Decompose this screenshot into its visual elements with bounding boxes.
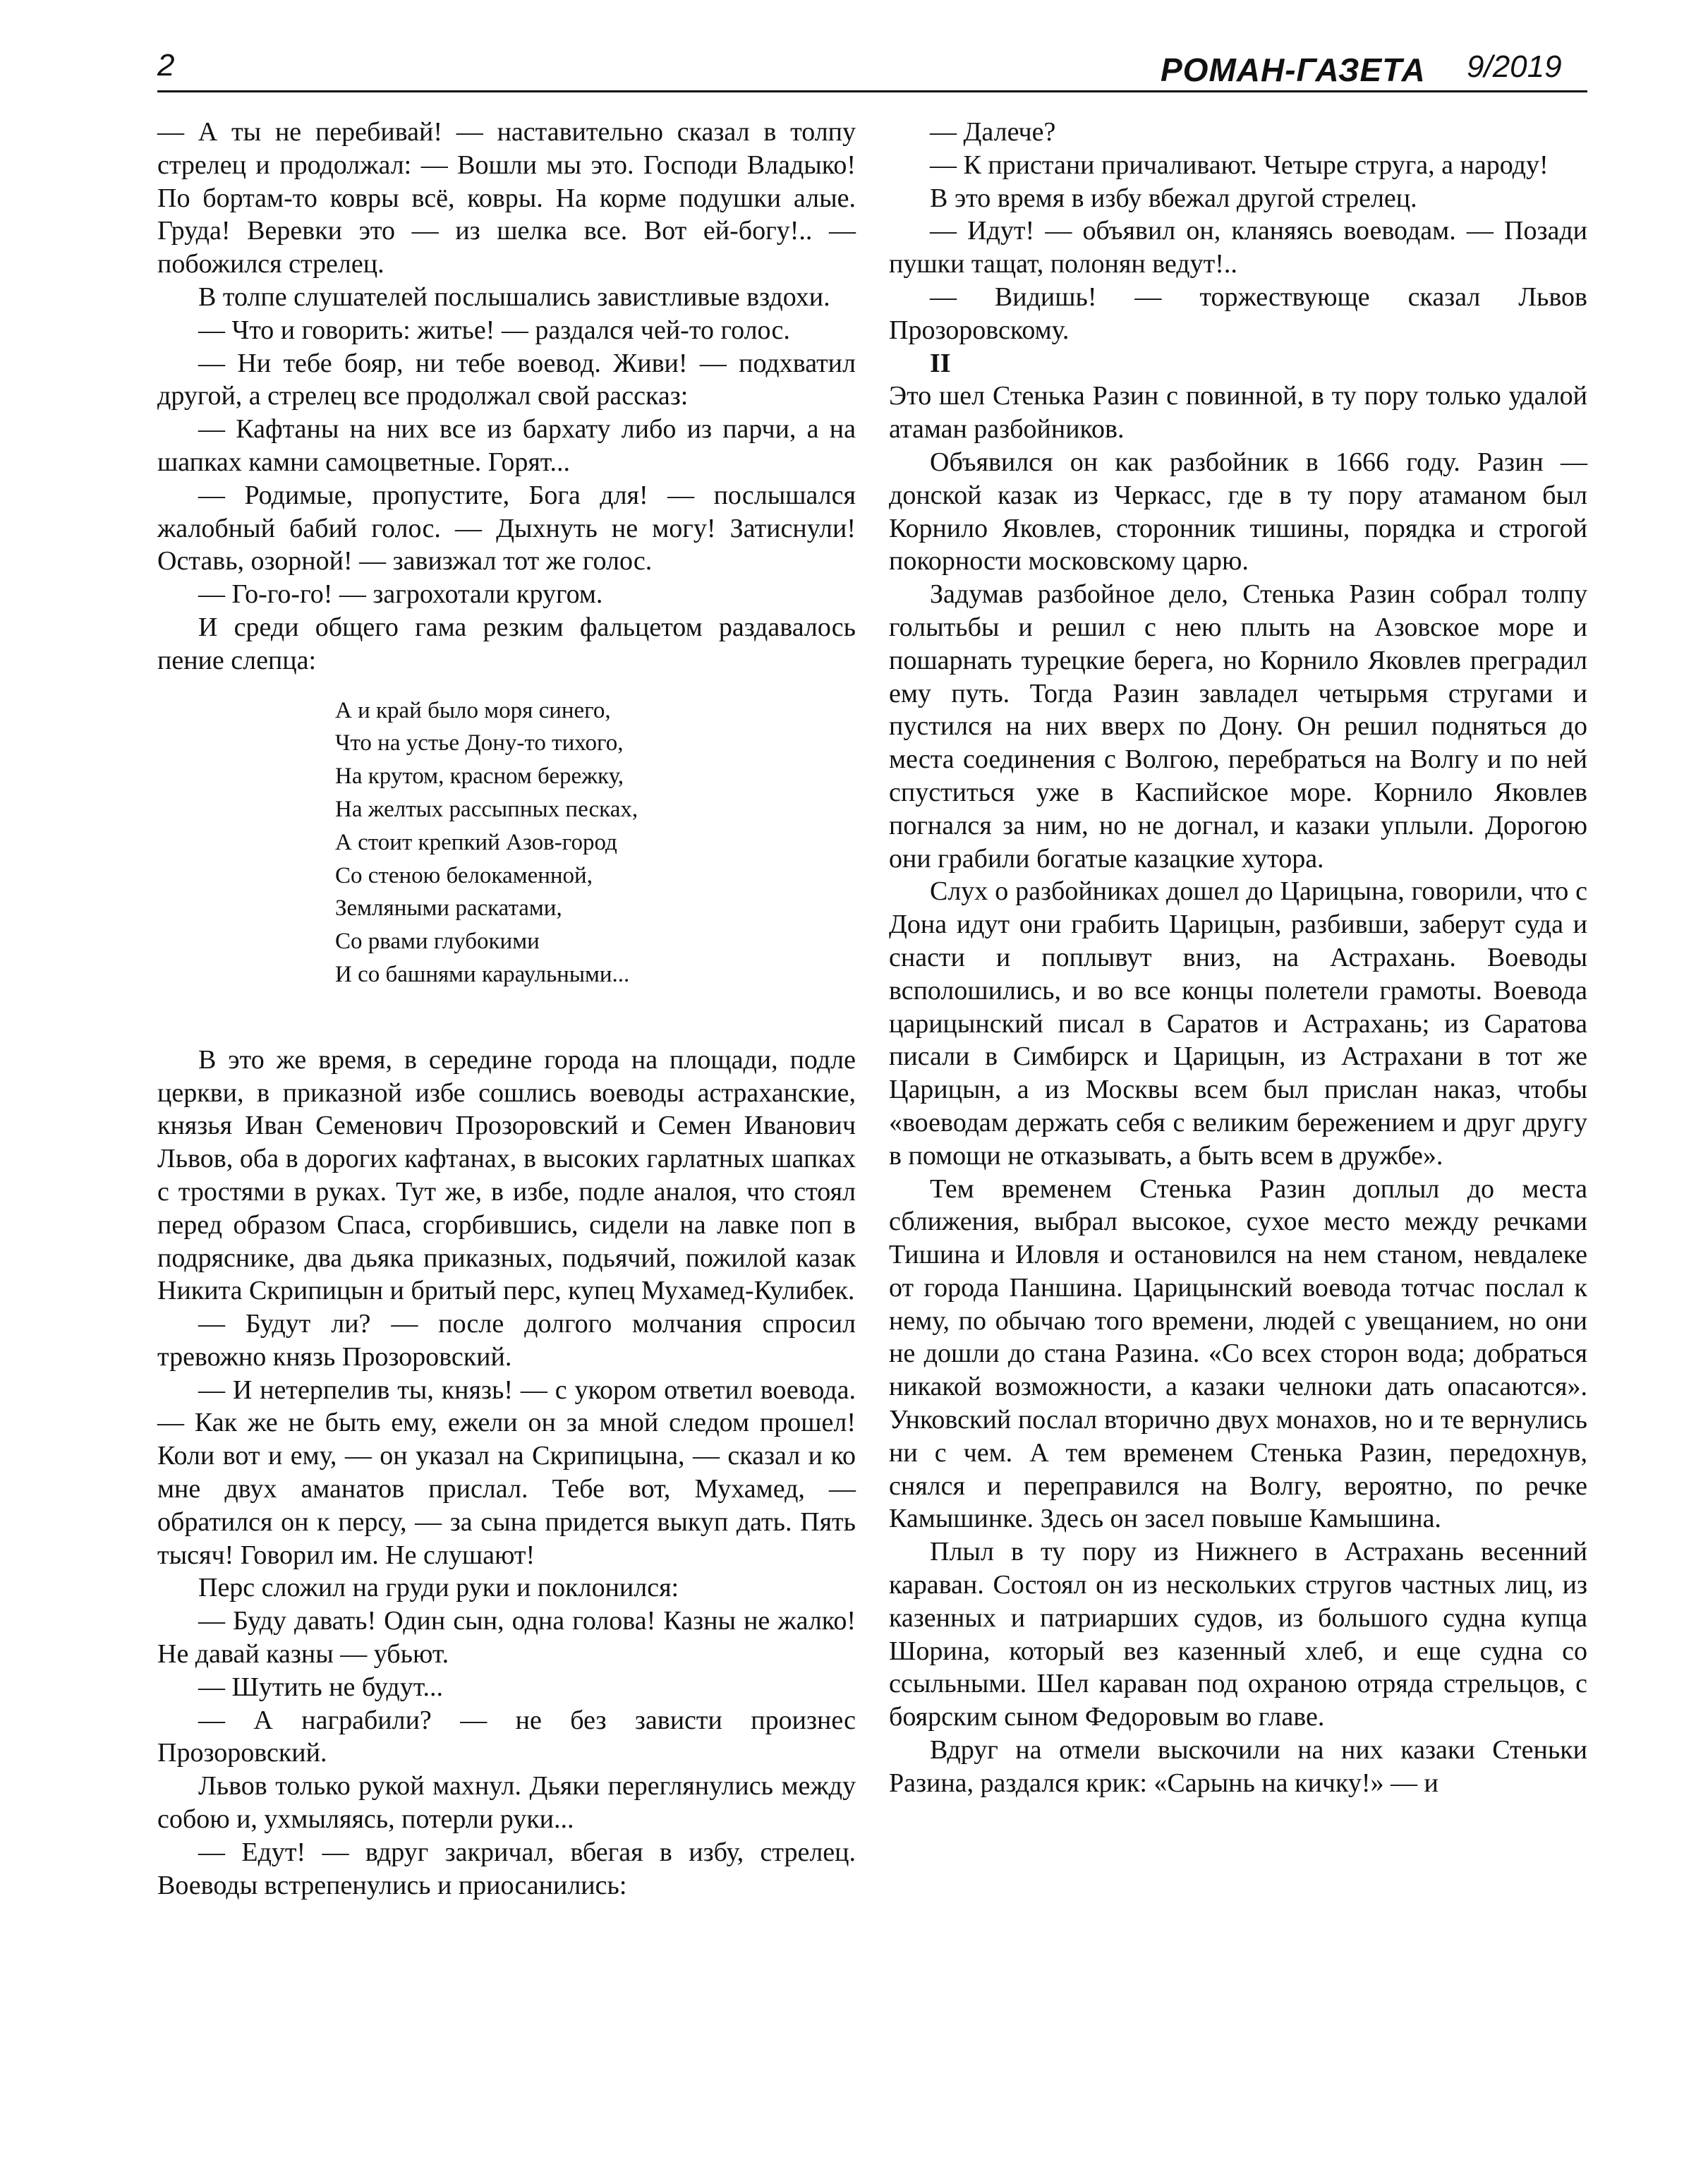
left-column <box>157 116 856 1902</box>
paragraph: — Го-го-го! — загрохотали кругом. <box>198 579 603 610</box>
poem-line: На крутом, красном бережку, <box>335 763 624 790</box>
right-column <box>889 116 1587 1800</box>
paragraph: Плыл в ту пору из Нижнего в Астрахань весенний караван. Состоял он из нескольких стругов частных лиц, из казенных и патриарших судов, из большого судна купца Шорина, который вез казенный хлеб, и еще судна со ссыльными. Шел караван под охраною отряда стрельцов, с боярским сыном Федоровым во главе. <box>889 1537 1587 1732</box>
poem-line: Что на устье Дону-то тихого, <box>335 730 624 756</box>
issue-number: 9/2019 <box>1467 49 1562 84</box>
paragraph: Объявился он как разбойник в 1666 году. Разин — донской казак из Черкасс, где в ту пору атаманом был Корнило Яковлев, сторонник тишины, порядка и строгой покорности московскому царю. <box>889 447 1587 577</box>
paragraph: — Кафтаны на них все из бархату либо из парчи, а на шапках камни самоцветные. Горят... <box>157 414 856 477</box>
header-rule <box>157 90 1587 92</box>
paragraph: Тем временем Стенька Разин доплыл до места сближения, выбрал высокое, сухое место между речками Тишина и Иловля и остановился на нем станом, невдалеке от города Паншина. Царицынский воевода тотчас послал к нему, по обычаю того времени, людей с увещанием, но они не дошли до стана Разина. «Со всех сторон вода; добраться никакой возможности, а казаки челноки дать опасаются». Унковский послал вторично двух монахов, но и те вернулись ни с чем. А тем временем Стенька Разин, передохнув, снялся и переправился на Волгу, вероятно, по речке Камышинке. Здесь он засел повыше Камышина. <box>889 1173 1587 1534</box>
page-number: 2 <box>157 48 175 83</box>
paragraph: — Далече? <box>930 117 1056 147</box>
paragraph: Львов только рукой махнул. Дьяки переглянулись между собою и, ухмыляясь, потерли руки... <box>157 1771 856 1835</box>
poem-line: Земляными раскатами, <box>335 895 562 922</box>
paragraph: — Едут! — вдруг закричал, вбегая в избу, стрелец. Воеводы встрепенулись и приосанились: <box>157 1837 856 1900</box>
paragraph: В толпе слушателей послышались завистливые вздохи. <box>198 282 830 312</box>
paragraph: — А награбили? — не без зависти произнес Прозоровский. <box>157 1705 856 1768</box>
poem-line: Со рвами глубокими <box>335 929 540 955</box>
paragraph: — Идут! — объявил он, кланяясь воеводам. — Позади пушки тащат, полонян ведут!.. <box>889 216 1587 279</box>
poem-line: А стоит крепкий Азов-город <box>335 829 617 855</box>
paragraph: И среди общего гама резким фальцетом раздавалось пение слепца: <box>157 612 856 675</box>
paragraph: — Будут ли? — после долгого молчания спросил тревожно князь Прозоровский. <box>157 1309 856 1372</box>
paragraph: Слух о разбойниках дошел до Царицына, говорили, что с Дона идут они грабить Царицын, разбивши, заберут суда и снасти и поплывут вниз, на Астрахань. Воеводы всполошились, и во все концы полетели грамоты. Воевода царицынский писал в Саратов и Астрахань; из Саратова писали в Симбирск и Царицын, из Астрахани в тот же Царицын, а из Москвы всем был прислан наказ, чтобы «воеводам держать себя с великим бережением и друг другу в помощи не отказывать, а быть всем в дружбе». <box>889 876 1587 1171</box>
paragraph: — Что и говорить: житье! — раздался чей-то голос. <box>198 315 790 345</box>
poem-line: А и край было моря синего, <box>335 697 611 723</box>
poem-verse <box>335 694 856 991</box>
paragraph: В это время в избу вбежал другой стрелец. <box>930 183 1417 213</box>
poem-line: На желтых рассыпных песках, <box>335 796 638 822</box>
paragraph: Вдруг на отмели выскочили на них казаки Стеньки Разина, раздался крик: «Сарынь на кичку!» — и <box>889 1735 1587 1798</box>
paragraph: — Шутить не будут... <box>198 1672 443 1702</box>
magazine-title: РОМАН-ГАЗЕТА <box>1161 52 1426 88</box>
poem-line: И со башнями караульными... <box>335 961 630 987</box>
paragraph: — И нетерпелив ты, князь! — с укором ответил воевода. — Как же не быть ему, ежели он за мной следом прошел! Коли вот и ему, — он указал на Скрипицына, — сказал и ко мне двух аманатов прислал. Тебе вот, Мухамед, — обратился он к персу, — за сына придется выкуп дать. Пять тысяч! Говорил им. Не слушают! <box>157 1375 856 1570</box>
paragraph: — Родимые, пропустите, Бога для! — послышался жалобный бабий голос. — Дыхнуть не могу! Затиснули! Оставь, озорной! — завизжал тот же голос. <box>157 480 856 577</box>
poem-line: Со стеною белокаменной, <box>335 862 593 888</box>
paragraph: В это же время, в середине города на площади, подле церкви, в приказной избе сошлись воеводы астраханские, князья Иван Семенович Прозоровский и Семен Иванович Львов, оба в дорогих кафтанах, в высоких гарлатных шапках с тростями в руках. Тут же, в избе, подле аналоя, что стоял перед образом Спаса, сгорбившись, сидели на лавке поп в подряснике, два дьяка приказных, подьячий, пожилой казак Никита Скрипицын и бритый перс, купец Мухамед-Кулибек. <box>157 1044 856 1306</box>
paragraph: Это шел Стенька Разин с повинной, в ту пору только удалой атаман разбойников. <box>889 381 1587 445</box>
paragraph: Перс сложил на груди руки и поклонился: <box>198 1573 679 1603</box>
paragraph: — Ни тебе бояр, ни тебе воевод. Живи! — подхватил другой, а стрелец все продолжал свой рассказ: <box>157 348 856 411</box>
paragraph: Задумав разбойное дело, Стенька Разин собрал толпу голытьбы и решил с нею плыть на Азовское море и пошарнать турецкие берега, но Корнило Яковлев преградил ему путь. Тогда Разин завладел четырьмя стругами и пустился на них вверх по Дону. Он решил подняться до места соединения с Волгою, перебраться на Волгу и по ней спуститься уже в Каспийское море. Корнило Яковлев погнался за ним, но не догнал, и казаки уплыли. Дорогою они грабили богатые казацкие хутора. <box>889 579 1587 874</box>
paragraph: — Буду давать! Один сын, одна голова! Казны не жалко! Не давай казны — убьют. <box>157 1606 856 1670</box>
chapter-heading: II <box>930 348 951 378</box>
paragraph: — А ты не перебивай! — наставительно сказал в толпу стрелец и продолжал: — Вошли мы это. Господи Владыко! По бортам-то ковры всё, ковры. На корме подушки алые. Груда! Веревки это — из шелка все. Вот ей-богу!.. — побожился стрелец. <box>157 117 856 279</box>
paragraph: — Видишь! — торжествующе сказал Львов Прозоровскому. <box>889 282 1587 345</box>
paragraph: — К пристани причаливают. Четыре струга, а народу! <box>930 150 1549 180</box>
